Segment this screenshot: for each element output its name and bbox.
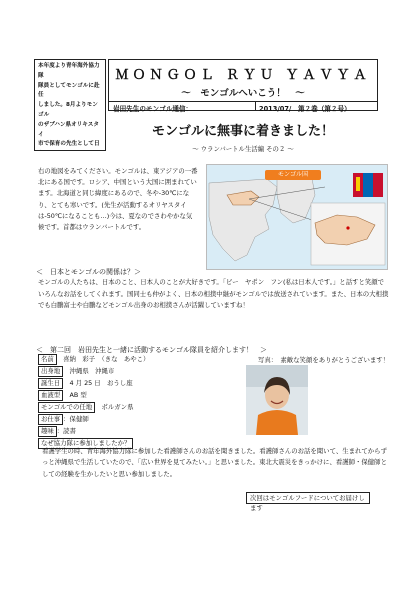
next-issue-note: 次回はモンゴルフードについてお届けします <box>246 492 370 504</box>
subheadline: ～ ウランバートル生活編 その２ ～ <box>192 145 294 153</box>
profile-row <box>38 414 89 425</box>
section-heading: ＜ 日本とモンゴルの関係は？＞ <box>36 268 141 276</box>
intro-line: 隊員としてモンゴルに赴任 <box>38 82 100 99</box>
profile-value: ：保健師 <box>63 415 89 423</box>
profile-label: なぜ協力隊に参加しましたか？ <box>38 438 133 449</box>
intro-line: のザブハン県オリキスタイ <box>38 121 99 138</box>
masthead-divider <box>109 101 377 102</box>
profile-row <box>38 426 76 437</box>
headline: モンゴルに無事に着きました！ <box>151 124 334 139</box>
profile-label: 誕生日 <box>38 378 63 389</box>
section-body: モンゴルの人たちは、日本のこと、日本人のことが大好きです。「ビー ヤポン フン(私は日本人です。」と話すと笑顔でいろんなお話をしてくれます。国同士も仲がよく、日本の相撲中継がモンゴルでは放送されています。また、日本の大相撲でも白鵬富士や白鵬などモンゴル出身のお相撲さんが活躍していますね！ <box>38 278 389 310</box>
profile-label: お仕事 <box>38 414 63 425</box>
masthead-publication: 岩田先生のモンゴル通信： <box>113 105 193 113</box>
portrait-photo <box>246 365 308 435</box>
profile-label: 名前 <box>38 354 57 365</box>
intro-box <box>34 59 106 151</box>
intro-line: 市で保育の先生として日 <box>38 141 100 148</box>
intro-line: 本年度より青年海外協力隊 <box>38 63 100 79</box>
photo-caption: 写真： 素敵な笑顔をありがとうございます！ <box>258 356 390 364</box>
capital-marker <box>346 226 349 229</box>
masthead-title: ＭＯＮＧＯＬ ＲＹＵ ＹＡＶＹＡ <box>115 68 371 83</box>
profile-value: ボルガン県 <box>95 403 134 411</box>
profile-value: AB 型 <box>63 391 87 399</box>
profile-value: 喜納 彩子 （きな あやこ） <box>56 355 150 363</box>
section-heading: ＜ 第二回 岩田先生と一緒に活動するモンゴル隊員を紹介します！ ＞ <box>36 346 267 354</box>
map-figure <box>206 164 388 270</box>
intro-line: しました。8月よりモンゴル <box>38 102 98 118</box>
profile-value: 沖縄県 沖縄市 <box>63 367 115 375</box>
profile-value: ：読書 <box>56 427 76 435</box>
masthead-issue: 2013/07/ 第２巻（第２号） <box>259 105 351 113</box>
profile-row <box>38 378 133 389</box>
profile-value: 4 月 25 日 おうし座 <box>63 379 133 387</box>
section-body: 看護学生の時、青年海外協力隊に参加した看護師さんのお話を聞きました。看護師さんのお話を聞いて、生まれてからずっと沖縄県で生活していたので、「広い世界を見てみたい。」と思いました。東北大震災をきっかけに、看護師・保健師としての経験を生かしたいと思い参加しました。 <box>42 447 387 478</box>
profile-label: 趣味 <box>38 426 57 437</box>
profile-row <box>38 390 87 401</box>
intro-paragraph: 右の地図をみてください。モンゴルは、東アジアの一番北にある国です。ロシア、中国という大国に囲まれています。北海道と同じ緯度にあるので、冬や-30℃になり、とても寒いです。(先生が活動するオリヤスタイは-50℃になることも…)今は、夏なのでさわやかな気候です。首都はウランバートルです。 <box>38 167 198 232</box>
profile-row <box>38 402 133 413</box>
profile-row <box>38 354 149 365</box>
masthead <box>108 59 378 111</box>
profile-label: 出身地 <box>38 366 63 377</box>
map-label: モンゴル国 <box>265 170 321 180</box>
profile-label: モンゴルでの任地 <box>38 402 95 413</box>
map-graphic <box>207 165 387 269</box>
profile-label: 血液型 <box>38 390 63 401</box>
masthead-divider <box>255 101 256 110</box>
masthead-subtitle: ～ モンゴルへいこう！ ～ <box>181 88 305 99</box>
profile-row <box>38 366 114 377</box>
mongolia-flag <box>353 173 383 197</box>
